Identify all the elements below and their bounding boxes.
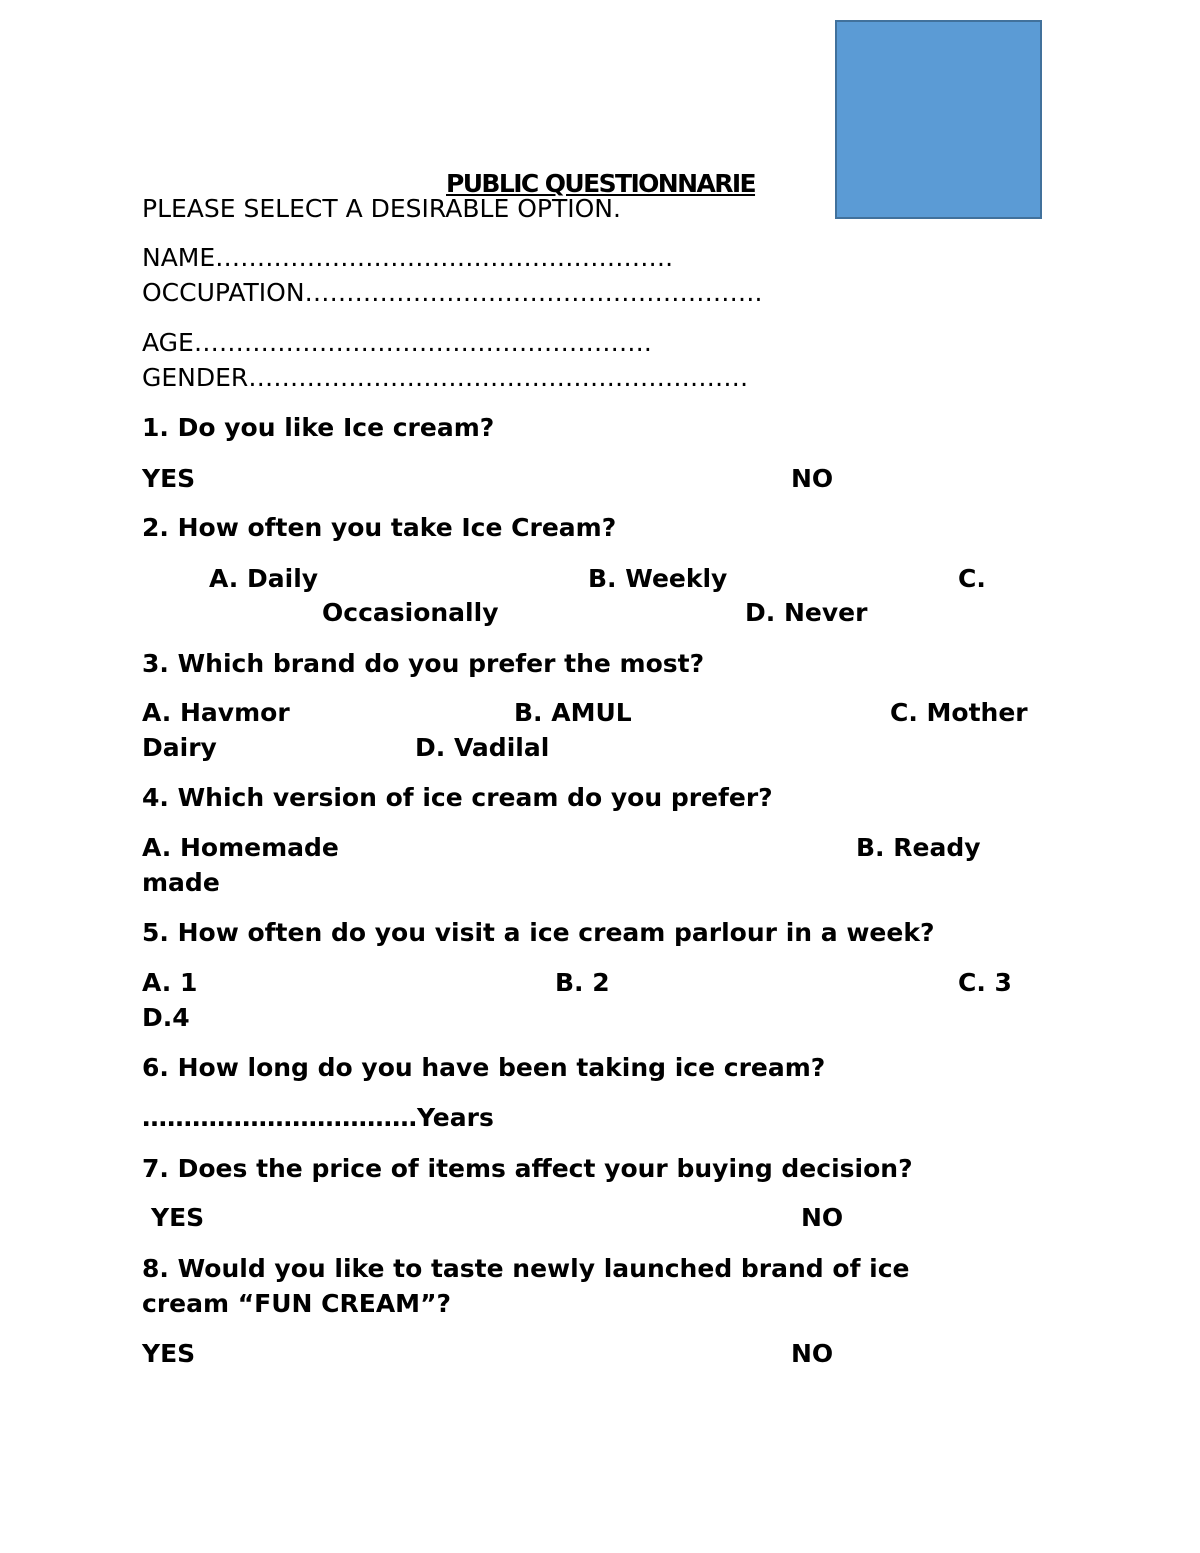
- question-8-line2: cream “FUN CREAM”?: [142, 1289, 451, 1318]
- q3-option-c-part2: Dairy: [142, 733, 217, 762]
- q2-option-a: A. Daily: [209, 564, 319, 593]
- photo-placeholder-box: [835, 20, 1042, 219]
- q2-option-d: D. Never: [745, 598, 868, 627]
- q4-option-b-part1: B. Ready: [856, 833, 981, 862]
- q2-option-c-label: C.: [958, 564, 986, 593]
- q5-option-c: C. 3: [958, 968, 1012, 997]
- q6-years-blank: ……………………………Years: [142, 1103, 494, 1132]
- question-4: 4. Which version of ice cream do you prefer?: [142, 783, 773, 812]
- q5-option-b: B. 2: [555, 968, 610, 997]
- gender-field: GENDER……………………………………………………: [142, 363, 749, 392]
- question-1: 1. Do you like Ice cream?: [142, 413, 495, 442]
- q4-option-a: A. Homemade: [142, 833, 339, 862]
- question-3: 3. Which brand do you prefer the most?: [142, 649, 705, 678]
- question-6: 6. How long do you have been taking ice cream?: [142, 1053, 826, 1082]
- q2-option-b: B. Weekly: [588, 564, 728, 593]
- question-7: 7. Does the price of items affect your buying decision?: [142, 1154, 913, 1183]
- question-2: 2. How often you take Ice Cream?: [142, 513, 617, 542]
- q7-option-yes: YES: [151, 1203, 205, 1232]
- question-5: 5. How often do you visit a ice cream parlour in a week?: [142, 918, 935, 947]
- q3-option-a: A. Havmor: [142, 698, 290, 727]
- q5-option-a: A. 1: [142, 968, 198, 997]
- q3-option-d: D. Vadilal: [415, 733, 550, 762]
- name-field: NAME……………………………………………….: [142, 243, 674, 272]
- q4-option-b-part2: made: [142, 868, 220, 897]
- question-8-line1: 8. Would you like to taste newly launched brand of ice: [142, 1254, 910, 1283]
- q5-option-d: D.4: [142, 1003, 190, 1032]
- q8-option-yes: YES: [142, 1339, 196, 1368]
- page-title: PUBLIC QUESTIONNARIE: [446, 169, 756, 198]
- q2-option-c-text: Occasionally: [322, 598, 499, 627]
- q3-option-c-part1: C. Mother: [890, 698, 1028, 727]
- occupation-field: OCCUPATION……………………………………………….: [142, 278, 763, 307]
- q8-option-no: NO: [791, 1339, 834, 1368]
- q1-option-yes: YES: [142, 464, 196, 493]
- q7-option-no: NO: [801, 1203, 844, 1232]
- instruction-text: PLEASE SELECT A DESIRABLE OPTION.: [142, 194, 621, 223]
- age-field: AGE……………………………………………….: [142, 328, 652, 357]
- q1-option-no: NO: [791, 464, 834, 493]
- q3-option-b: B. AMUL: [514, 698, 632, 727]
